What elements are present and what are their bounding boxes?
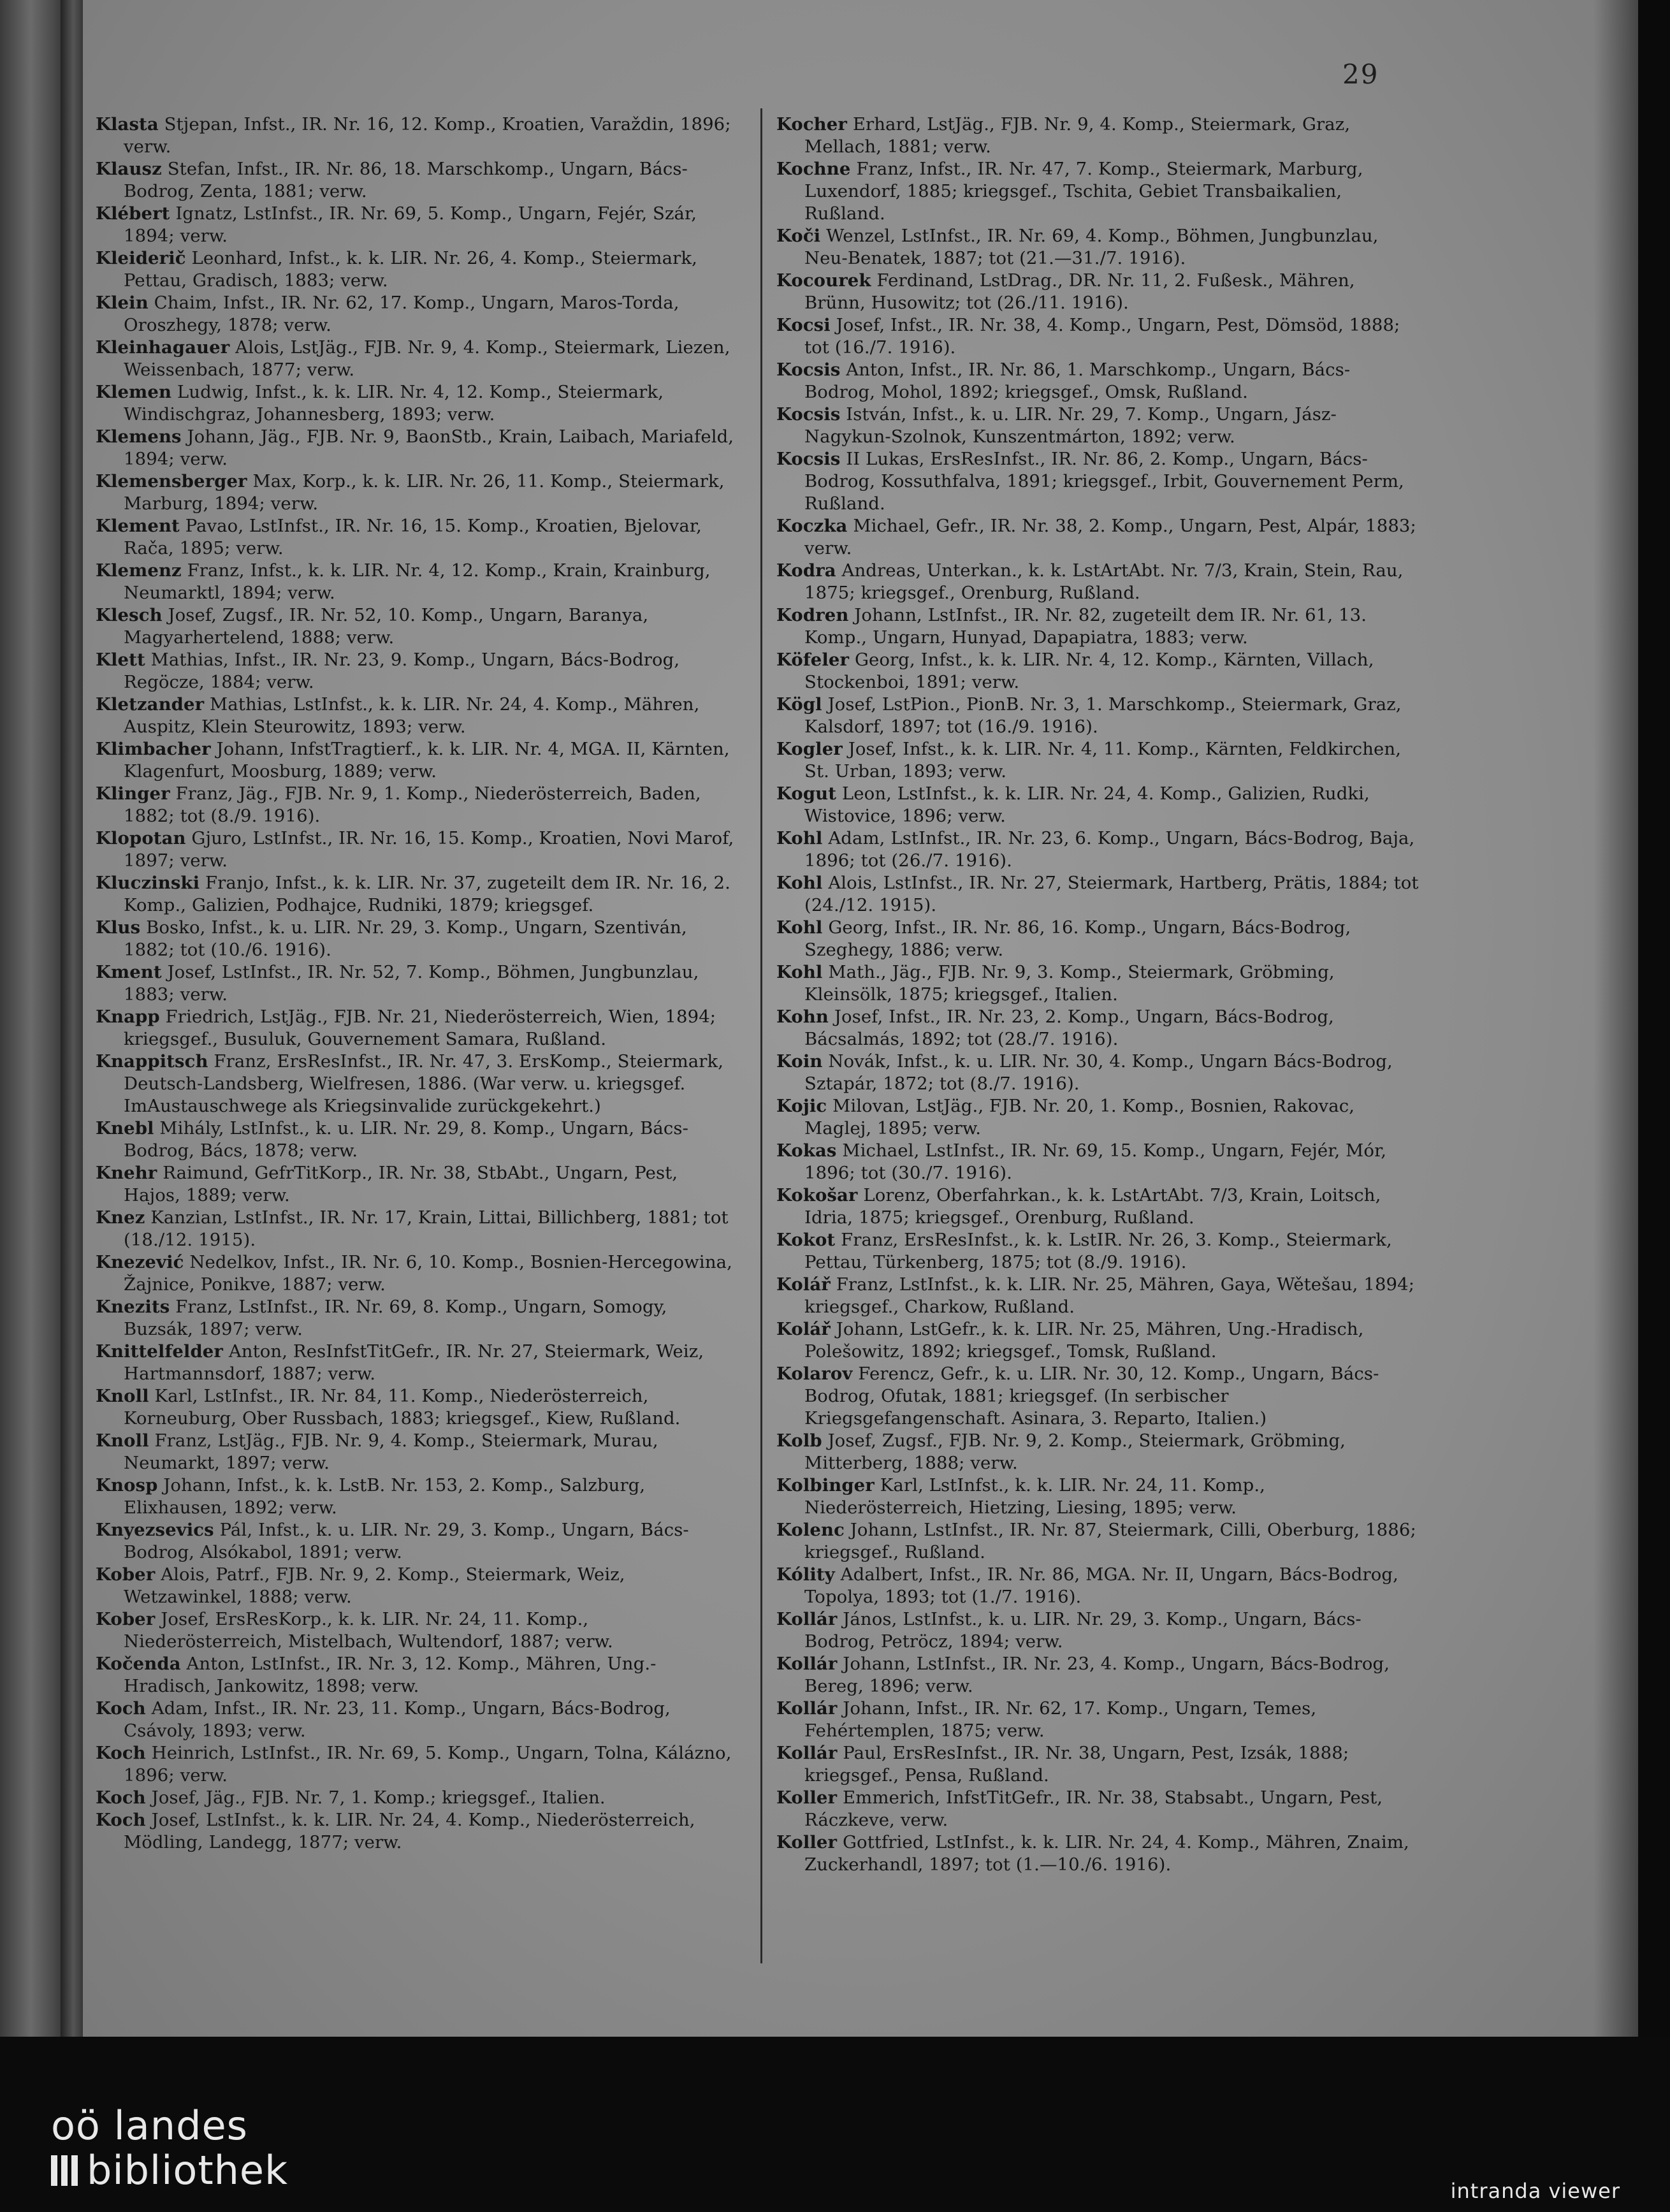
entry-details: Max, Korp., k. k. LIR. Nr. 26, 11. Komp., Steiermark, Marburg, 1894; verw. [124,471,725,514]
register-entry [96,738,739,783]
entry-surname: Knittelfelder [96,1341,223,1362]
entry-surname: Kohl [776,917,823,938]
register-entry [96,158,739,203]
entry-details: Lorenz, Oberfahrkan., k. k. LstArtAbt. 7/3, Krain, Loitsch, Idria, 1875; kriegsgef., Orenburg, Rußland. [804,1185,1381,1228]
entry-details: Johann, LstInfst., IR. Nr. 87, Steiermark, Cilli, Oberburg, 1886; kriegsgef., Rußland. [804,1520,1416,1562]
register-entry [776,359,1420,404]
entry-surname: Kocsi [776,315,831,335]
entry-surname: Kolb [776,1430,822,1451]
entry-details: János, LstInfst., k. u. LIR. Nr. 29, 3. Komp., Ungarn, Bács-Bodrog, Petröcz, 1894; verw. [804,1609,1361,1652]
register-entry [776,649,1420,694]
entry-surname: Kocsis [776,449,841,469]
entry-details: Karl, LstInfst., k. k. LIR. Nr. 24, 11. Komp., Niederösterreich, Hietzing, Liesing, 1895; verw. [804,1475,1266,1518]
entry-surname: Knosp [96,1475,158,1495]
entry-surname: Kohl [776,828,823,848]
entry-surname: Knezević [96,1252,184,1272]
entry-details: Georg, Infst., k. k. LIR. Nr. 4, 12. Komp., Kärnten, Villach, Stockenboi, 1891; verw. [804,650,1374,692]
register-entry [96,1162,739,1207]
entry-details: Johann, LstInfst., IR. Nr. 82, zugeteilt dem IR. Nr. 61, 13. Komp., Ungarn, Hunyad, Dapapiatra, 1883; verw. [804,605,1367,648]
register-entry [776,694,1420,738]
entry-surname: Kokas [776,1140,837,1161]
entry-details: Andreas, Unterkan., k. k. LstArtAbt. Nr. 7/3, Krain, Stein, Rau, 1875; kriegsgef., Orenburg, Rußland. [804,560,1404,603]
entry-surname: Kollár [776,1698,838,1719]
entry-details: Johann, InfstTragtierf., k. k. LIR. Nr. 4, MGA. II, Kärnten, Klagenfurt, Moosburg, 1889; verw. [124,739,730,782]
entry-surname: Klement [96,516,180,536]
register-entry [776,872,1420,917]
entry-details: Alois, LstJäg., FJB. Nr. 9, 4. Komp., Steiermark, Liezen, Weissenbach, 1877; verw. [124,337,730,380]
entry-surname: Kogler [776,739,843,759]
entry-surname: Kollár [776,1743,838,1763]
entry-details: Johann, LstGefr., k. k. LIR. Nr. 25, Mähren, Ung.-Hradisch, Polešowitz, 1892; kriegsgef., Tomsk, Rußland. [804,1319,1364,1362]
entry-details: Pál, Infst., k. u. LIR. Nr. 29, 3. Komp., Ungarn, Bács-Bodrog, Alsókabol, 1891; verw. [124,1520,689,1562]
entry-details: Milovan, LstJäg., FJB. Nr. 20, 1. Komp., Bosnien, Rakovac, Maglej, 1895; verw. [804,1096,1355,1139]
register-entry [96,1251,739,1296]
entry-surname: Kolarov [776,1364,853,1384]
column-divider [760,108,762,1963]
entry-details: Josef, Infst., k. k. LIR. Nr. 4, 11. Komp., Kärnten, Feldkirchen, St. Urban, 1893; verw. [804,739,1402,782]
entry-surname: Kodren [776,605,849,625]
library-logo[interactable] [51,2104,288,2193]
entry-surname: Klemenz [96,560,182,581]
register-entry [96,649,739,694]
entry-surname: Koch [96,1743,146,1763]
entry-surname: Kollár [776,1609,838,1629]
entry-details: Math., Jäg., FJB. Nr. 9, 3. Komp., Steiermark, Gröbming, Kleinsölk, 1875; kriegsgef., Italien. [804,962,1335,1005]
entry-details: István, Infst., k. u. LIR. Nr. 29, 7. Komp., Ungarn, Jász-Nagykun-Szolnok, Kunszentmárton, 1892; verw. [804,404,1337,447]
entry-surname: Koch [96,1698,146,1719]
entry-details: Leon, LstInfst., k. k. LIR. Nr. 24, 4. Komp., Galizien, Rudki, Wistovice, 1896; verw. [804,783,1370,826]
entry-details: Bosko, Infst., k. u. LIR. Nr. 29, 3. Komp., Ungarn, Szentiván, 1882; tot (10./6. 1916). [124,917,687,960]
entry-details: Johann, LstInfst., IR. Nr. 23, 4. Komp., Ungarn, Bács-Bodrog, Bereg, 1896; verw. [804,1654,1390,1696]
entry-surname: Kluczinski [96,873,200,893]
entry-details: Mathias, Infst., IR. Nr. 23, 9. Komp., Ungarn, Bács-Bodrog, Regöcze, 1884; verw. [124,650,680,692]
register-entry [776,1006,1420,1051]
register-entry [776,1363,1420,1430]
entry-details: Anton, LstInfst., IR. Nr. 3, 12. Komp., Mähren, Ung.-Hradisch, Jankowitz, 1898; verw. [124,1654,657,1696]
register-entry [776,560,1420,604]
logo-bars-icon [51,2155,78,2186]
entry-details: Franz, LstInfst., k. k. LIR. Nr. 25, Mähren, Gaya, Wětešau, 1894; kriegsgef., Charkow, Rußland. [804,1274,1415,1317]
entry-surname: Koch [96,1810,146,1830]
entry-surname: Klasta [96,114,159,135]
entry-details: Anton, Infst., IR. Nr. 86, 1. Marschkomp., Ungarn, Bács-Bodrog, Mohol, 1892; kriegsgef., Omsk, Rußland. [804,360,1351,402]
entry-surname: Klemens [96,426,182,447]
entry-details: Stefan, Infst., IR. Nr. 86, 18. Marschkomp., Ungarn, Bács-Bodrog, Zenta, 1881; verw. [124,159,688,201]
register-entry [96,1698,739,1742]
entry-details: Wenzel, LstInfst., IR. Nr. 69, 4. Komp., Böhmen, Jungbunzlau, Neu-Benatek, 1887; tot (21.—31./7. 1916). [804,226,1379,268]
entry-details: Adam, LstInfst., IR. Nr. 23, 6. Komp., Ungarn, Bács-Bodrog, Baja, 1896; tot (26./7. 1916). [804,828,1415,871]
entry-details: Adam, Infst., IR. Nr. 23, 11. Komp., Ungarn, Bács-Bodrog, Csávoly, 1893; verw. [124,1698,671,1741]
entry-details: Emmerich, InfstTitGefr., IR. Nr. 38, Stabsabt., Ungarn, Pest, Ráczkeve, verw. [804,1787,1383,1830]
page-number: 29 [1342,59,1379,90]
entry-surname: Kögl [776,694,822,715]
register-entry [96,1006,739,1051]
register-entry [776,1430,1420,1474]
entry-surname: Kleinhagauer [96,337,230,358]
entry-details: Josef, Infst., IR. Nr. 38, 4. Komp., Ungarn, Pest, Dömsöd, 1888; tot (16./7. 1916). [804,315,1400,358]
register-entry [776,1274,1420,1318]
page-edge-shadow [1594,0,1638,2037]
logo-text-line1: oö landes [51,2102,248,2149]
register-entry [776,1229,1420,1274]
entry-surname: Koller [776,1832,838,1852]
register-entry [96,1051,739,1117]
entry-surname: Klemen [96,382,172,402]
entry-surname: Kment [96,962,162,982]
register-entry [96,1564,739,1608]
entry-details: Karl, LstInfst., IR. Nr. 84, 11. Komp., Niederösterreich, Korneuburg, Ober Russbach, 1883; kriegsgef., Kiew, Rußland. [124,1386,681,1429]
register-entry [776,783,1420,827]
entry-details: Heinrich, LstInfst., IR. Nr. 69, 5. Komp., Ungarn, Tolna, Kálázno, 1896; verw. [124,1743,732,1786]
entry-surname: Kojic [776,1096,827,1116]
entry-surname: Kogut [776,783,837,804]
entry-surname: Knoll [96,1386,149,1406]
entry-surname: Knapp [96,1007,160,1027]
register-entry [96,783,739,827]
entry-details: II Lukas, ErsResInfst., IR. Nr. 86, 2. Komp., Ungarn, Bács-Bodrog, Kossuthfalva, 1891; kriegsgef., Irbit, Gouvernement Perm, Rußland. [804,449,1404,514]
register-entry [776,827,1420,872]
entry-details: Alois, Patrf., FJB. Nr. 9, 2. Komp., Steiermark, Weiz, Wetzawinkel, 1888; verw. [124,1564,625,1607]
entry-details: Franz, Infst., k. k. LIR. Nr. 4, 12. Komp., Krain, Krainburg, Neumarktl, 1894; verw. [124,560,711,603]
entry-surname: Klemensberger [96,471,247,491]
entry-surname: Kocourek [776,270,871,291]
register-entry [776,158,1420,225]
register-entry [96,292,739,337]
entry-surname: Klimbacher [96,739,211,759]
entry-surname: Klinger [96,783,170,804]
entry-surname: Kolář [776,1274,831,1295]
entry-details: Adalbert, Infst., IR. Nr. 86, MGA. Nr. II, Ungarn, Bács-Bodrog, Topolya, 1893; tot (1./7. 1916). [804,1564,1398,1607]
register-entry [96,247,739,292]
entry-details: Gottfried, LstInfst., k. k. LIR. Nr. 24, 4. Komp., Mähren, Znaim, Zuckerhandl, 1897; tot (1.—10./6. 1916). [804,1832,1409,1875]
register-entry [776,1184,1420,1229]
entry-details: Nedelkov, Infst., IR. Nr. 6, 10. Komp., Bosnien-Hercegowina, Žajnice, Ponikve, 1887; verw. [124,1252,732,1295]
entry-details: Georg, Infst., IR. Nr. 86, 16. Komp., Ungarn, Bács-Bodrog, Szeghegy, 1886; verw. [804,917,1351,960]
register-entry [96,470,739,515]
register-entry [776,1653,1420,1698]
entry-surname: Koczka [776,516,848,536]
entry-details: Franz, Infst., IR. Nr. 47, 7. Komp., Steiermark, Marburg, Luxendorf, 1885; kriegsgef., Tschita, Gebiet Transbaikalien, Rußland. [804,159,1363,224]
entry-details: Novák, Infst., k. u. LIR. Nr. 30, 4. Komp., Ungarn Bács-Bodrog, Sztapár, 1872; tot (8./7. 1916). [804,1051,1393,1094]
register-entry [776,113,1420,158]
register-entry [96,426,739,470]
entry-details: Josef, Zugsf., IR. Nr. 52, 10. Komp., Ungarn, Baranya, Magyarhertelend, 1888; verw. [124,605,649,648]
entry-details: Alois, LstInfst., IR. Nr. 27, Steiermark, Hartberg, Prätis, 1884; tot (24./12. 1915). [804,873,1419,915]
entry-surname: Knebl [96,1118,154,1139]
entry-surname: Koller [776,1787,838,1808]
logo-text-line2-wrap [51,2148,288,2193]
register-entry [776,1474,1420,1519]
register-entry [96,1296,739,1341]
scanned-page [83,0,1638,2037]
register-entry [776,1742,1420,1787]
entry-surname: Kocsis [776,360,841,380]
logo-text-line2: bibliothek [87,2147,288,2194]
entry-details: Franz, LstJäg., FJB. Nr. 9, 4. Komp., Steiermark, Murau, Neumarkt, 1897; verw. [124,1430,658,1473]
entry-details: Franz, LstInfst., IR. Nr. 69, 8. Komp., Ungarn, Somogy, Buzsák, 1897; verw. [124,1297,667,1339]
entry-surname: Klébert [96,203,170,224]
register-entry [96,1341,739,1385]
register-entry [96,1519,739,1564]
entry-surname: Kocsis [776,404,841,425]
entry-surname: Kokot [776,1230,836,1250]
entry-details: Mihály, LstInfst., k. u. LIR. Nr. 29, 8. Komp., Ungarn, Bács-Bodrog, Bács, 1878; verw. [124,1118,688,1161]
entry-details: Raimund, GefrTitKorp., IR. Nr. 38, StbAbt., Ungarn, Pest, Hajos, 1889; verw. [124,1163,678,1205]
entry-surname: Kocher [776,114,847,135]
entry-surname: Knappitsch [96,1051,208,1072]
entry-surname: Kletzander [96,694,205,715]
entry-surname: Kokošar [776,1185,858,1205]
entry-details: Stjepan, Infst., IR. Nr. 16, 12. Komp., Kroatien, Varaždin, 1896; verw. [124,114,731,157]
register-entry [776,225,1420,270]
register-entry [96,872,739,917]
entry-surname: Kleiderič [96,248,186,268]
right-column [776,113,1420,1876]
entry-surname: Knehr [96,1163,157,1183]
entry-details: Franz, ErsResInfst., k. k. LstIR. Nr. 26, 3. Komp., Steiermark, Pettau, Türkenberg, 1875; tot (8./9. 1916). [804,1230,1392,1272]
entry-surname: Knezits [96,1297,170,1317]
entry-details: Franjo, Infst., k. k. LIR. Nr. 37, zugeteilt dem IR. Nr. 16, 2. Komp., Galizien, Podhajce, Rudniki, 1879; kriegsgef. [124,873,730,915]
register-entry [776,1831,1420,1876]
entry-details: Kanzian, LstInfst., IR. Nr. 17, Krain, Littai, Billichberg, 1881; tot (18./12. 1915). [124,1207,729,1250]
register-entry [776,604,1420,649]
entry-details: Ignatz, LstInfst., IR. Nr. 69, 5. Komp., Ungarn, Fejér, Szár, 1894; verw. [124,203,697,246]
entry-surname: Koch [96,1787,146,1808]
register-entry [96,1809,739,1854]
entry-surname: Kočenda [96,1654,181,1674]
entry-details: Michael, Gefr., IR. Nr. 38, 2. Komp., Ungarn, Pest, Alpár, 1883; verw. [804,516,1416,558]
register-entry [776,1608,1420,1653]
entry-details: Johann, Jäg., FJB. Nr. 9, BaonStb., Krain, Laibach, Mariafeld, 1894; verw. [124,426,734,469]
register-entry [776,1318,1420,1363]
book-gutter [61,0,86,2037]
entry-surname: Koči [776,226,821,246]
entry-surname: Knoll [96,1430,149,1451]
register-entry [776,270,1420,314]
entry-surname: Klesch [96,605,163,625]
register-entry [776,448,1420,515]
register-entry [96,515,739,560]
entry-details: Pavao, LstInfst., IR. Nr. 16, 15. Komp., Kroatien, Bjelovar, Rača, 1895; verw. [124,516,702,558]
entry-details: Chaim, Infst., IR. Nr. 62, 17. Komp., Ungarn, Maros-Torda, Oroszhegy, 1878; verw. [124,293,679,335]
register-entry [96,560,739,604]
register-entry [96,381,739,426]
entry-details: Friedrich, LstJäg., FJB. Nr. 21, Niederösterreich, Wien, 1894; kriegsgef., Busuluk, Gouvernement Samara, Rußland. [124,1007,716,1049]
register-entry [96,917,739,961]
register-entry [96,827,739,872]
entry-surname: Köfeler [776,650,850,670]
entry-surname: Kólity [776,1564,835,1585]
entry-surname: Kollár [776,1654,838,1674]
entry-surname: Kochne [776,159,851,179]
entry-surname: Klopotan [96,828,186,848]
register-entry [96,1742,739,1787]
entry-details: Johann, Infst., IR. Nr. 62, 17. Komp., Ungarn, Temes, Fehértemplen, 1875; verw. [804,1698,1317,1741]
entry-details: Josef, Zugsf., FJB. Nr. 9, 2. Komp., Steiermark, Gröbming, Mitterberg, 1888; verw. [804,1430,1346,1473]
register-entry [776,1095,1420,1140]
entry-details: Michael, LstInfst., IR. Nr. 69, 15. Komp., Ungarn, Fejér, Mór, 1896; tot (30./7. 1916). [804,1140,1387,1183]
entry-details: Josef, Jäg., FJB. Nr. 7, 1. Komp.; kriegsgef., Italien. [151,1787,606,1808]
register-entry [96,604,739,649]
entry-details: Josef, Infst., IR. Nr. 23, 2. Komp., Ungarn, Bács-Bodrog, Bácsalmás, 1892; tot (28./7. 1916). [804,1007,1334,1049]
entry-details: Josef, LstInfst., IR. Nr. 52, 7. Komp., Böhmen, Jungbunzlau, 1883; verw. [124,962,699,1005]
entry-details: Franz, Jäg., FJB. Nr. 9, 1. Komp., Niederösterreich, Baden, 1882; tot (8./9. 1916). [124,783,701,826]
register-entry [96,203,739,247]
register-entry [776,1564,1420,1608]
register-entry [96,1430,739,1474]
register-entry [96,1385,739,1430]
entry-details: Anton, ResInfstTitGefr., IR. Nr. 27, Steiermark, Weiz, Hartmannsdorf, 1887; verw. [124,1341,704,1384]
register-entry [776,1787,1420,1831]
register-entry [96,1787,739,1809]
entry-details: Johann, Infst., k. k. LstB. Nr. 153, 2. Komp., Salzburg, Elixhausen, 1892; verw. [124,1475,646,1518]
entry-details: Paul, ErsResInfst., IR. Nr. 38, Ungarn, Pest, Izsák, 1888; kriegsgef., Pensa, Rußland. [804,1743,1349,1786]
entry-details: Leonhard, Infst., k. k. LIR. Nr. 26, 4. Komp., Steiermark, Pettau, Gradisch, 1883; verw. [124,248,697,291]
entry-details: Mathias, LstInfst., k. k. LIR. Nr. 24, 4. Komp., Mähren, Auspitz, Klein Steurowitz, 1893; verw. [124,694,700,737]
register-entry [776,404,1420,448]
register-entry [96,1474,739,1519]
entry-surname: Kolbinger [776,1475,875,1495]
entry-details: Erhard, LstJäg., FJB. Nr. 9, 4. Komp., Steiermark, Graz, Mellach, 1881; verw. [804,114,1351,157]
register-entry [776,738,1420,783]
entry-surname: Knez [96,1207,145,1228]
entry-surname: Klus [96,917,141,938]
register-entry [96,113,739,158]
register-entry [96,337,739,381]
entry-surname: Kohl [776,962,823,982]
entry-surname: Kodra [776,560,836,581]
register-entry [776,314,1420,359]
entry-surname: Kober [96,1564,156,1585]
register-entry [776,1698,1420,1742]
entry-surname: Kolenc [776,1520,845,1540]
register-entry [96,961,739,1006]
register-entry [96,1608,739,1653]
entry-surname: Klein [96,293,149,313]
entry-details: Ferdinand, LstDrag., DR. Nr. 11, 2. Fußesk., Mähren, Brünn, Husowitz; tot (26./11. 1916). [804,270,1355,313]
register-entry [776,961,1420,1006]
entry-surname: Klausz [96,159,162,179]
register-entry [776,515,1420,560]
register-entry [776,917,1420,961]
entry-surname: Knyezsevics [96,1520,214,1540]
entry-details: Josef, ErsResKorp., k. k. LIR. Nr. 24, 11. Komp., Niederösterreich, Mistelbach, Wultendorf, 1887; verw. [124,1609,613,1652]
entry-details: Josef, LstInfst., k. k. LIR. Nr. 24, 4. Komp., Niederösterreich, Mödling, Landegg, 1877; verw. [124,1810,695,1852]
entry-details: Josef, LstPion., PionB. Nr. 3, 1. Marschkomp., Steiermark, Graz, Kalsdorf, 1897; tot (16./9. 1916). [804,694,1402,737]
register-entry [776,1140,1420,1184]
register-entry [96,1207,739,1251]
entry-details: Gjuro, LstInfst., IR. Nr. 16, 15. Komp., Kroatien, Novi Marof, 1897; verw. [124,828,734,871]
register-entry [776,1051,1420,1095]
entry-details: Ferencz, Gefr., k. u. LIR. Nr. 30, 12. Komp., Ungarn, Bács-Bodrog, Ofutak, 1881; kriegsgef. (In serbischer Kriegsgefangenschaft. Asinara, 3. Reparto, Italien.) [804,1364,1379,1429]
register-entry [776,1519,1420,1564]
left-column [96,113,739,1854]
entry-surname: Kolář [776,1319,831,1339]
entry-surname: Kohn [776,1007,829,1027]
entry-details: Franz, ErsResInfst., IR. Nr. 47, 3. ErsKomp., Steiermark, Deutsch-Landsberg, Wielfresen, 1886. (War verw. u. kriegsgef. ImAustauschwege als Kriegsinvalide zurückgekehrt.) [124,1051,724,1116]
entry-surname: Kohl [776,873,823,893]
entry-surname: Koin [776,1051,823,1072]
register-entry [96,694,739,738]
viewer-brand[interactable]: intranda viewer [1450,2179,1620,2203]
entry-details: Ludwig, Infst., k. k. LIR. Nr. 4, 12. Komp., Steiermark, Windischgraz, Johannesberg, 1893; verw. [124,382,664,425]
entry-surname: Kober [96,1609,156,1629]
register-entry [96,1117,739,1162]
entry-surname: Klett [96,650,145,670]
register-entry [96,1653,739,1698]
